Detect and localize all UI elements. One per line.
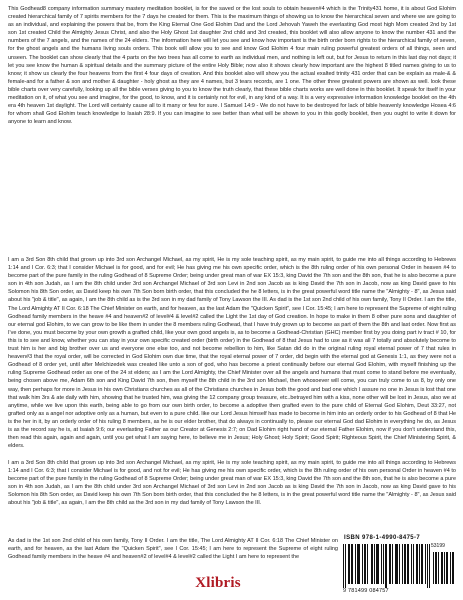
- barcode-bar: [352, 544, 353, 584]
- body-paragraph-4-container: [8, 537, 338, 573]
- barcode-bar: [362, 544, 363, 584]
- publisher-logo: Xlibris: [195, 575, 241, 591]
- barcode-bar: [390, 544, 391, 584]
- barcode-bar: [359, 544, 360, 584]
- barcode-bar: [411, 544, 412, 584]
- body-paragraph-3: I am a 3rd Son 8th child that grown up into 3rd son Archangel Michael, as my spirit, He is my sole teaching spirit, as my main spirit, to guide me into all things according to Hebrews 1:14 and I Cor. 6:3; that I consider Michael is for good, and not for evil; He has giving me his own specific order, which is the 8th ruling order of his own personal Order in heaven #4 to become part of the pure family in the ruling Godhead of 8 Supreme Order; being under great man of war EX 15:3, king David the 7th son and the 8th son, that he is also become a pure son in 4th son Judah, as I am the 8th child under 3rd son Archangel Michael of 3rd son Levi in 2nd son Jacob as is king David the 7th son in Jacob, now as king David gave to his Solomon his 8th Son order, as David keep his own 7th Son born birth order, that this concluded the he 8 letters, is in the great powerful word title name the "Almighty - 8", as Jesus said about his "job & title", as again, I am the 8th child as the 3rd son in my dad family of Tony Lawson the III.: [8, 460, 456, 507]
- barcode-addon-bar: [450, 552, 451, 584]
- barcode-bar: [422, 544, 423, 584]
- barcode-addon-bar: [433, 552, 434, 584]
- barcode-bar: [408, 544, 409, 584]
- barcode-bar: [399, 544, 400, 584]
- barcode-bar: [367, 544, 368, 584]
- barcode-bar: [397, 544, 398, 584]
- barcode-bar: [378, 544, 379, 584]
- barcode-bars: [343, 544, 429, 588]
- barcode-addon-digits: 53199: [431, 543, 445, 549]
- barcode-ean-digits: 9 781499 084757: [343, 588, 389, 594]
- barcode-addon-bar: [447, 552, 448, 584]
- barcode-bar: [372, 544, 373, 584]
- body-paragraph-1: This Godhead8 company information summary mastery meditation booklet, is for the saved or the lost souls to obtain heaven#4 which is the Trinity431 home, it is about God Elohim created hierarchical family of 7 spirits members for the 7 days he created for them. This is the maximum things of showing us to know the hierarchical seven and where we are going to as an individual, and explaining the powers that be, from the King Eternal One God Elohim Dad and the Lord Jehovah Yaweh the everlasting God most high Mom created 2nd by 1st son 1st created Child the Almighty Jesus Christ, and also the Holy Ghost 1st daughter 2nd child and 3rd created, this booklet will also allow anyone to know the number 431 and the numbers of the 7 angels, and the names of the 24 elders. The information here will let you see and know how important is the birth order born rights to the hierarchical family of seven, for the ghost angels and the humans living souls orders. This book will allow you to see and know God Elohim 4 four main ruling powerful greatest orders of all things, seen and unseen. The booklet can show clearly that the 4 parts on the two trees has all come to earth as individual men, and nothing is left out, but for Jesus to return in this last day not days; it let you see know the human & spiritual details and the summary picture of the entire Holy Bible; now also it shows clearly how important are the highest 8 titled names giving to us to know; it show us clearly the four heavens from the first 4 four days of creation. And this booklet also will show you the actual exalted trinity 431 order that can be explain as male-& & female-and for a father & son and mother & daughter - holy ghost as they are 4 names, but 3 tears records, are 1 one. The other three greatest powers are shown as well. look these bible charts over very carefully, looking up all the bible verses giving to you to know the truth clearly, that these bible charts works are well done in this booklet. It speak for itself in your meditation on it, of what you see and imagine, for the good, to know, and it is certainly not for evil, in any kind of a way. It is a very expressive information knowledge booklet on the 4th era 4th heaven 1st daylight. The Lord will certainly cause all to it many or few for sure. I Samuel 14:9 - We do not have to be destroyed for lack of bible heavenly knowledge Hosea 4:6 for whom shall God Elohim teach knowledge to Isaiah 28:9. If you can imagine to see better than what will be shown to you in this godly booklet, then you ought to write it down for anyone to learn and know.: [8, 6, 456, 126]
- barcode-bar: [365, 544, 366, 584]
- barcode-bar: [345, 544, 346, 588]
- barcode-bar: [405, 544, 406, 584]
- barcode-addon-bar: [436, 552, 437, 584]
- body-paragraph-2: I am a 3rd Son 8th child that grown up into 3rd son Archangel Michael, as my spirit, He is my sole teaching spirit, as my main spirit, to guide me into all things according to Hebrews 1:14 and I Cor. 6:3; that I consider Michael is for good, and for evil; He has giving me his own specific order, which is the 8th ruling order of his own personal Order in heaven #4 to become part of the pure family in the ruling Godhead of 8 Supreme Order; being under great man of war EX 15:3, king David the 7th son and the 8th son, that he is also become a pure son in 4th son Judah, as I am the 8th child under 3rd son Archangel Michael of 3rd son Levi in 2nd son Jacob as is king David the 7th son in Jacob, now as king David gave to his Solomon his 8th Son order, as David keep his own 7th Son born birth order, that this concluded the he 8 letters, is in the great powerful word title name the "Almighty - 8", as Jesus said about his "job & title", as again, I am the 8th child as is the 3rd son in my dad family of Tony Lawson the III. As dad is the 1st son 2nd child of his own family, Tony II Order. I am the title, The Lord Almighty AT II Cor. 6:18 The Chief Minister on earth, and for heaven, as the last Adam the "Quicken Spirit", see I Cor. 15:45; I am here to represent the Supreme of eight ruling Godhead family members in the heave #4 and heaven#2 of level#4 & level#2 called the Light the 1st day of God creation. In hope to make in them 8 other pure sons and daughter of our eternal god Elohim, to we can grow to be like them in under the 8 members ruling Godhead, that I have truly grown up to become as part of them the 8th and last order. Now first as I've done, you must become by your own growth a grafted child, like your own good angels is, as to become a Godhead-Christian (GHC) member first by you doing part iv tract # 10, for this is to see and know, whether you can stay in your own specific created order (birth order) in the Godhead of 8 that Jesus had to use as it was all 7 totally and absolutely become to trust him is her and big brother over us and everyone one else too, and not become rebellion to him, like Satan did do in the original ruling royal eternal power of 7 that rules in heaven#3 that the royal order, will be corrected in God Elohim own due time, that the royal eternal power of 7 order, did begin with the eternal god at Genesis 1:1, as they were not a Godhead of 8 order yet, until after Melchizedek was created like unto a son of god, who has become a priest continually before our eternal God Elohim, with myself finishing up the ruling Supreme Godhead order as one of the 24 st elders; as I am the Lord Almighty, the Chief Minister over all the angels and humans that must come to stand before me eventually, being chosen above me, Adam 6th son and King David 7th son, then myself the 8th child in the 3rd son Michael, then whosoever will come, you can truly come to us 8, by only one way, then perhaps for more in Jesus in his own Christians churches as all of the Christians churches in Jesus both the good and bad one which I assure no one in Jesus is lost that one that walk him 3rs & ate daily with him, showing that he trusted him, was giving the 12 company group treasure, etc..betrayed him with a kiss, none other will be lost in Jesus, also we at anytime, while we live upon this earth, being able to go from our own birth order, to become a adoptive then grafted even to the pure child of Eternal God Elohim, Deut 33:27, not grafted only as a angel nor adoptive only as a human, but even to a pure child. like our Lord Jesus himself has made to become in him into an orderly order to his Godhead of 8 that He is the her in it, by an orderly order of his ruling 8 members, as he is our elder brother, that do always in continually to, please our eternal God dad Elohim in everything he do, as Jesus is as the record say he is, at Isaiah 9:6; our everlasting Father as our Creator at Genesis 2:7; on Dad Elohim right hand of our eternal Father Elohim, now if you don't understand this, then read this again, again and again, until you get what I am saying here, to believe me in Jesus; Holy Ghost; Holy Spirit; Good Spirit; Righteous Spirit, the Chief Ministering Spirit, & elders.: [8, 257, 456, 449]
- barcode-bar: [374, 544, 375, 584]
- barcode-bar: [425, 544, 426, 584]
- barcode-bar: [427, 544, 428, 588]
- barcode-bar: [413, 544, 414, 584]
- barcode-bar: [383, 544, 384, 584]
- barcode-bar: [429, 544, 430, 588]
- barcode-addon-bars: [433, 544, 455, 584]
- barcode-addon-bar: [444, 552, 445, 584]
- body-paragraph-4: As dad is the 1st son 2nd child of his own family, Tony II Order. I am the title, The Lord Almighty AT II Cor. 6:18 The Chief Minister on earth, and for heaven, as the last Adam the "Quicken Spirit", see I Cor. 15:45; I am here to represent the Supreme of eight ruling Godhead family members in the heave #4 and heaven#2 of level#4 & level#2 called the Light I am here to represent the: [8, 538, 338, 561]
- isbn-barcode: [340, 534, 457, 596]
- barcode-addon-bar: [453, 552, 454, 584]
- barcode-addon-bar: [438, 552, 439, 584]
- barcode-bar: [343, 544, 344, 588]
- barcode-bar: [417, 544, 418, 584]
- barcode-bar: [419, 544, 420, 584]
- isbn-label: ISBN 978-1-4990-8475-7: [344, 535, 421, 541]
- barcode-bar: [402, 544, 403, 584]
- barcode-bar: [381, 544, 382, 584]
- barcode-bar: [349, 544, 350, 584]
- barcode-addon-bar: [442, 552, 443, 584]
- barcode-bar: [392, 544, 393, 584]
- barcode-bar: [355, 544, 356, 584]
- barcode-bar: [386, 544, 387, 588]
